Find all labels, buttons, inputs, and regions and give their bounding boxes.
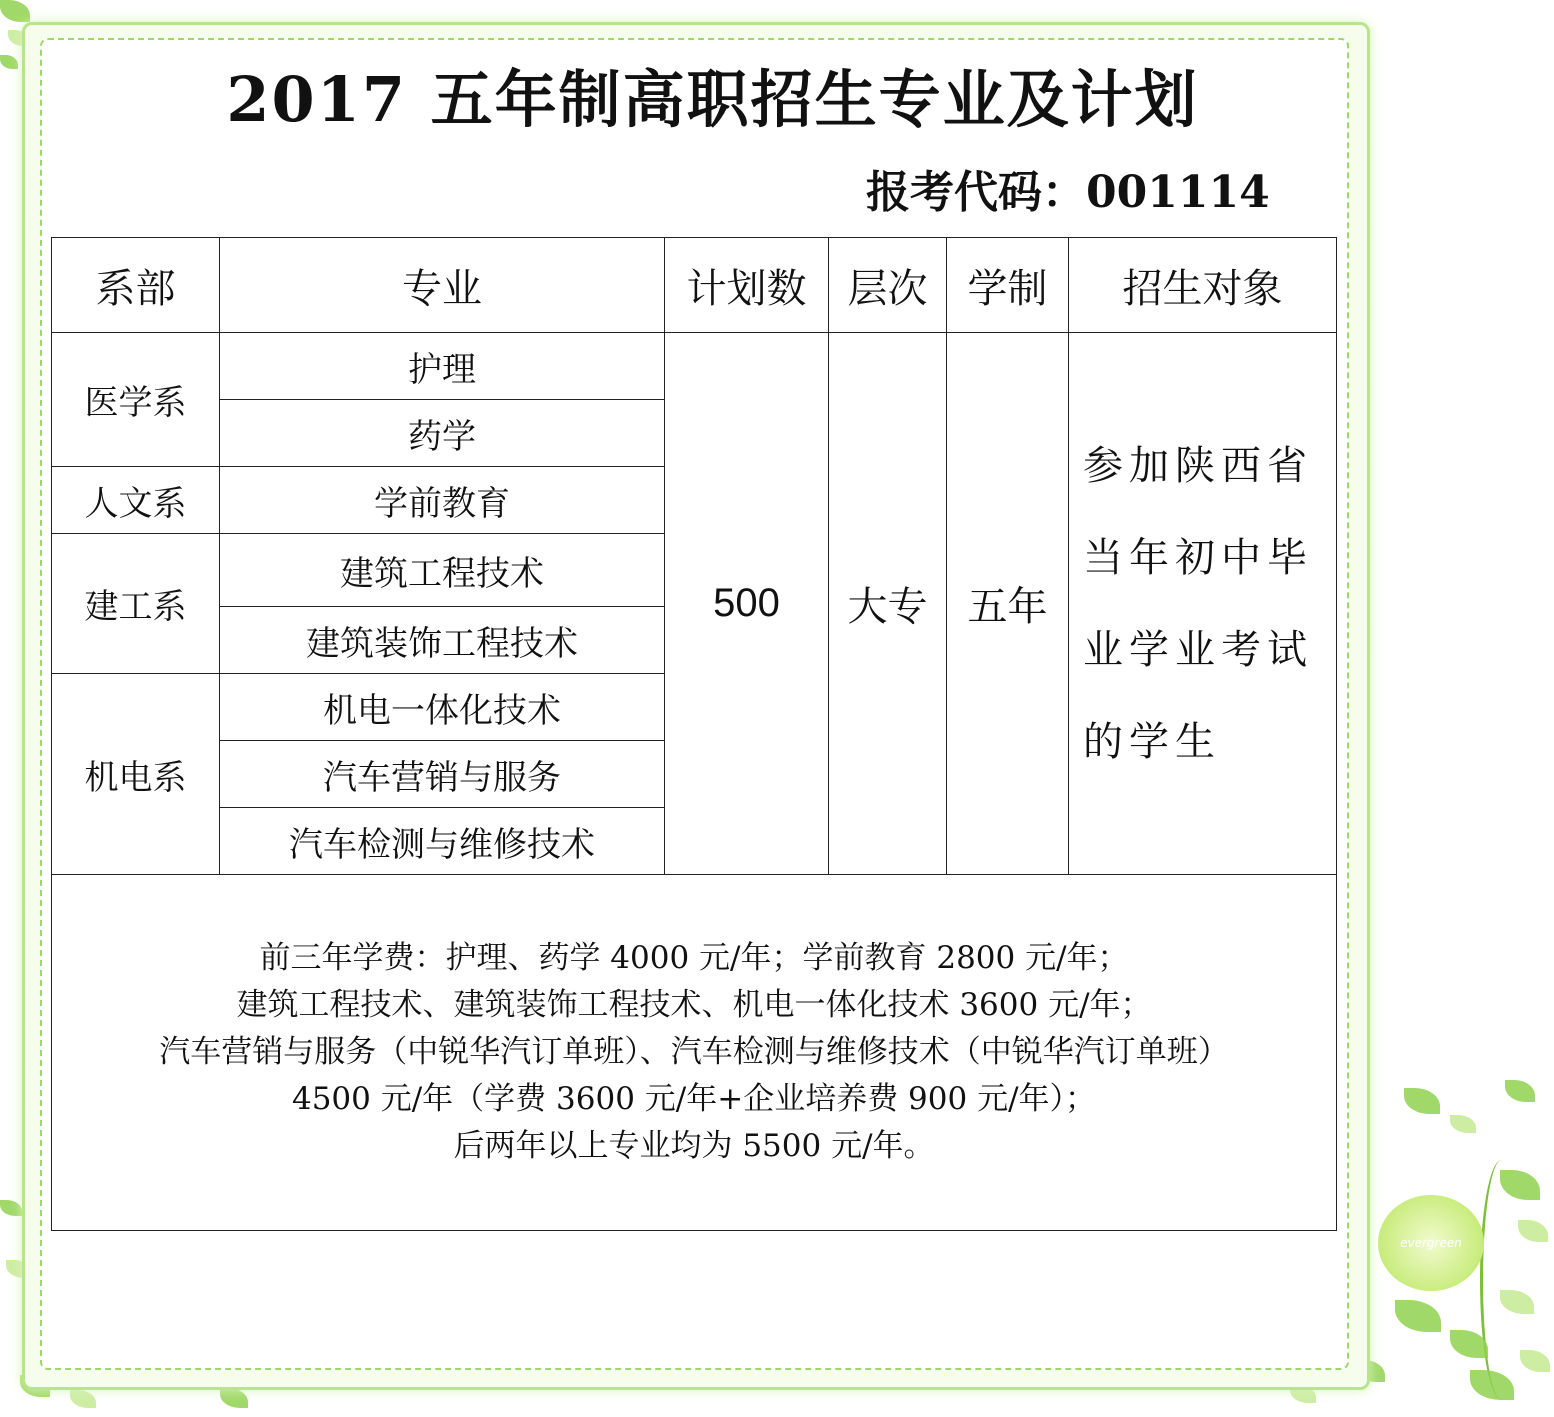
fee-line: 4500 元/年（学费 3600 元/年+企业培养费 900 元/年）； xyxy=(291,1081,1097,1117)
duration-cell: 五年 xyxy=(947,333,1069,875)
table-header-row xyxy=(52,238,1337,333)
target-line: 的学生 xyxy=(1083,718,1221,765)
enrollment-plan-table xyxy=(51,237,1337,1231)
target-line: 当年初中毕 xyxy=(1083,534,1313,581)
major-cell: 机电一体化技术 xyxy=(220,674,665,741)
fee-line: 前三年学费：护理、药学 4000 元/年；学前教育 2800 元/年； xyxy=(259,940,1129,976)
target-line: 业学业考试 xyxy=(1083,626,1313,673)
target-line: 参加陕西省 xyxy=(1083,442,1313,489)
major-cell: 药学 xyxy=(220,400,665,467)
header-level: 层次 xyxy=(829,238,947,333)
fee-line: 后两年以上专业均为 5500 元/年。 xyxy=(453,1128,935,1164)
fee-line: 建筑工程技术、建筑装饰工程技术、机电一体化技术 3600 元/年； xyxy=(236,987,1152,1023)
major-cell: 护理 xyxy=(220,333,665,400)
major-cell: 建筑装饰工程技术 xyxy=(220,607,665,674)
department-construction: 建工系 xyxy=(52,534,220,674)
table-row xyxy=(52,333,1337,400)
page-title: 2017 五年制高职招生专业及计划 xyxy=(226,63,1199,136)
fee-row xyxy=(52,875,1337,1231)
major-cell: 建筑工程技术 xyxy=(220,534,665,607)
plan-count-cell: 500 xyxy=(665,333,829,875)
header-plan-count: 计划数 xyxy=(665,238,829,333)
target-cell xyxy=(1069,333,1337,875)
department-mechatronics: 机电系 xyxy=(52,674,220,875)
major-cell: 汽车营销与服务 xyxy=(220,741,665,808)
application-code: 报考代码：001114 xyxy=(866,167,1270,218)
header-major: 专业 xyxy=(220,238,665,333)
department-medical: 医学系 xyxy=(52,333,220,467)
level-cell: 大专 xyxy=(829,333,947,875)
fee-line: 汽车营销与服务（中锐华汽订单班）、汽车检测与维修技术（中锐华汽订单班） xyxy=(159,1034,1229,1070)
header-department: 系部 xyxy=(52,238,220,333)
major-cell: 汽车检测与维修技术 xyxy=(220,808,665,875)
major-cell: 学前教育 xyxy=(220,467,665,534)
fee-notes xyxy=(52,875,1337,1231)
header-duration: 学制 xyxy=(947,238,1069,333)
heart-badge: evergreen xyxy=(1378,1195,1484,1291)
department-humanities: 人文系 xyxy=(52,467,220,534)
header-target: 招生对象 xyxy=(1069,238,1337,333)
